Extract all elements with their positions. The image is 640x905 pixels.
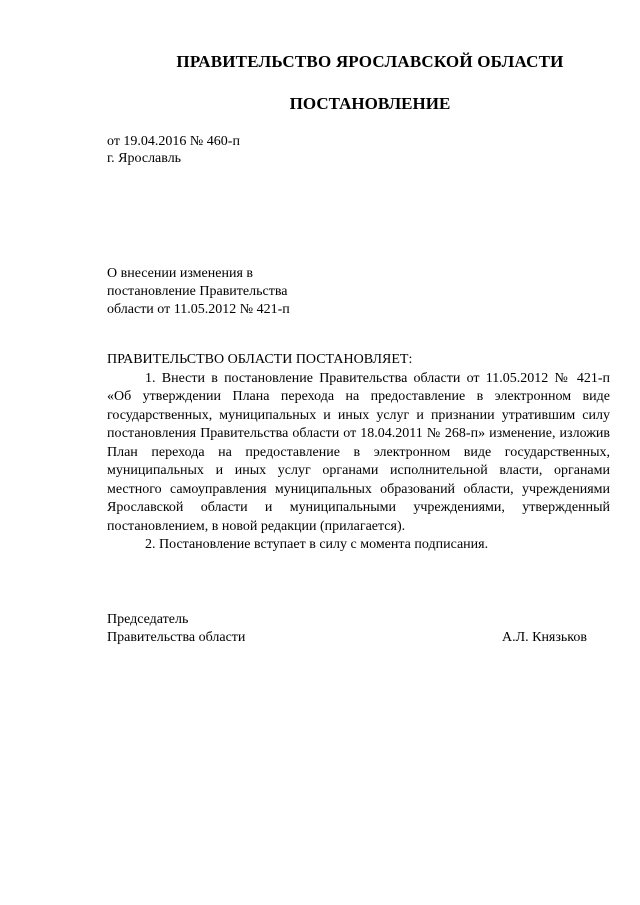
- subject-line: постановление Правительства: [107, 284, 288, 299]
- date-number: от 19.04.2016 № 460-п: [107, 134, 240, 149]
- signatory-position-line1: Председатель: [107, 612, 189, 627]
- subject-line: О внесении изменения в: [107, 266, 253, 281]
- city: г. Ярославль: [107, 151, 182, 166]
- signatory-name: А.Л. Князьков: [502, 630, 587, 645]
- subject-line: области от 11.05.2012 № 421-п: [107, 302, 290, 317]
- document-subject: [107, 265, 290, 319]
- document-type-title: ПОСТАНОВЛЕНИЕ: [289, 94, 451, 113]
- paragraph-1: 1. Внести в постановление Правительства области от 11.05.2012 № 421-п «Об утверждении Плана перехода на предоставление в электронном виде государственных, муниципальных и иных услуг и признании утратившим силу постановления Правительства области от 18.04.2011 № 268-п» изменение, изложив План перехода на предоставление в электронном виде государственных, муниципальных и иных услуг органами исполнительной власти, органами местного самоуправления муниципальных образований области, учреждениями Ярославской области и муниципальными учреждениями, утвержденный постановлением, в новой редакции (прилагается).: [107, 370, 610, 534]
- signatory-position-line2: Правительства области: [107, 630, 246, 645]
- signature-row: [107, 629, 587, 647]
- document-meta: [107, 133, 240, 167]
- paragraph-2: 2. Постановление вступает в силу с момента подписания.: [145, 537, 489, 552]
- signature-block: [107, 611, 587, 647]
- decree-heading: ПРАВИТЕЛЬСТВО ОБЛАСТИ ПОСТАНОВЛЯЕТ:: [107, 352, 413, 367]
- authority-title: ПРАВИТЕЛЬСТВО ЯРОСЛАВСКОЙ ОБЛАСТИ: [176, 52, 564, 71]
- document-body: [107, 351, 610, 555]
